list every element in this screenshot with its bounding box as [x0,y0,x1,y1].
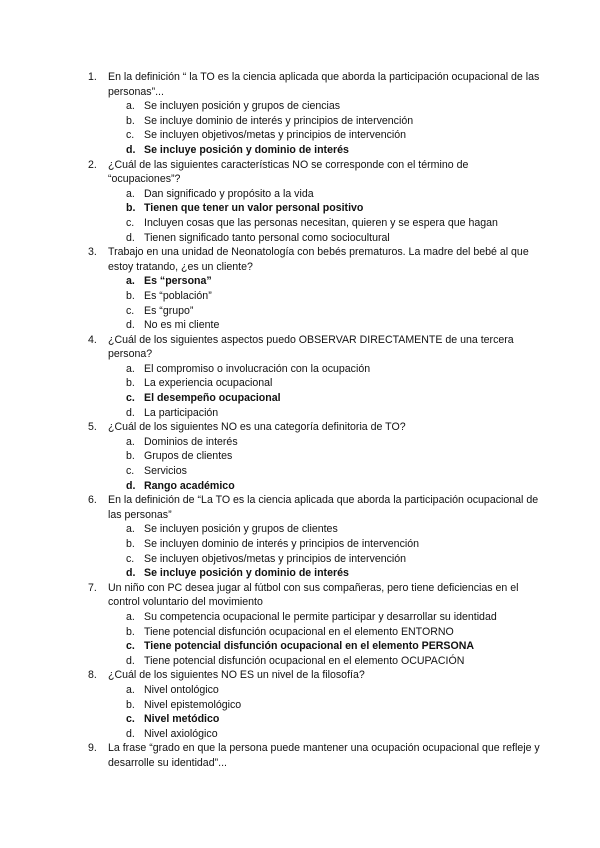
option-text: Es “persona” [144,275,212,288]
option-letter: d. [126,143,136,156]
option-letter: a. [126,523,135,536]
question-text: En la definición “ la TO es la ciencia aplicada que aborda la participación ocupacional de las personas”... [108,71,540,98]
answer-option-incorrect [0,683,600,698]
answer-options [0,362,600,420]
question-9 [0,741,600,770]
option-text: Se incluyen objetivos/metas y principios de intervención [144,552,407,565]
question-5 [0,420,600,435]
option-text: Servicios [144,465,187,478]
answer-option-incorrect [0,128,600,143]
option-text: Tienen significado tanto personal como sociocultural [144,231,390,244]
option-text: Tiene potencial disfunción ocupacional en el elemento OCUPACIÓN [144,654,465,667]
answer-option-incorrect [0,187,600,202]
answer-options [0,274,600,332]
option-text: Tiene potencial disfunción ocupacional en el elemento PERSONA [144,640,475,653]
answer-option-incorrect [0,406,600,421]
question-text: ¿Cuál de los siguientes aspectos puedo OBSERVAR DIRECTAMENTE de una tercera persona? [108,333,514,361]
option-letter: c. [126,640,135,653]
option-letter: c. [126,552,135,565]
question-number: 7. [88,581,97,594]
answer-option-incorrect [0,698,600,713]
option-text: Dan significado y propósito a la vida [144,187,314,200]
option-letter: a. [126,100,135,113]
option-letter: a. [126,610,135,623]
option-text: Grupos de clientes [144,450,233,463]
option-text: Se incluye dominio de interés y principios de intervención [144,114,414,127]
option-letter: b. [126,698,135,711]
option-letter: d. [126,479,136,492]
answer-option-incorrect [0,727,600,742]
option-text: No es mi cliente [144,319,220,332]
answer-option-correct [0,566,600,581]
answer-option-incorrect [0,654,600,669]
option-letter: a. [126,187,135,200]
option-text: La participación [144,406,219,419]
option-text: Tiene potencial disfunción ocupacional en el elemento ENTORNO [144,625,454,638]
question-number: 2. [88,158,97,171]
option-letter: b. [126,625,135,638]
answer-option-correct [0,479,600,494]
answer-option-correct [0,391,600,406]
answer-options [0,435,600,493]
question-1 [0,70,600,99]
option-text: Incluyen cosas que las personas necesitan, quieren y se espera que hagan [144,216,498,229]
question-3 [0,245,600,274]
option-text: Se incluye posición y dominio de interés [144,567,349,580]
answer-option-incorrect [0,99,600,114]
answer-option-incorrect [0,449,600,464]
option-letter: b. [126,538,135,550]
question-number: 5. [88,421,97,434]
question-number: 6. [88,494,97,507]
answer-option-incorrect [0,216,600,231]
option-text: Tienen que tener un valor personal positivo [144,202,364,215]
question-8 [0,668,600,683]
question-number: 9. [88,742,97,755]
question-text: ¿Cuál de los siguientes NO es una categoría definitoria de TO? [108,421,406,434]
question-number: 4. [88,333,97,346]
answer-option-incorrect [0,376,600,391]
answer-option-incorrect [0,362,600,377]
option-text: Se incluyen posición y grupos de ciencias [144,100,341,113]
answer-options [0,187,600,245]
question-text: Trabajo en una unidad de Neonatología con bebés prematuros. La madre del bebé al que estoy tratando, ¿es un cliente? [108,246,529,273]
answer-option-incorrect [0,625,600,640]
option-letter: c. [126,216,135,229]
answer-option-correct [0,143,600,158]
question-7 [0,581,600,610]
question-4 [0,333,600,362]
option-letter: b. [126,289,135,302]
option-letter: d. [126,727,135,740]
answer-option-incorrect [0,304,600,319]
option-text: Se incluyen posición y grupos de clientes [144,523,338,536]
option-letter: a. [126,435,135,448]
option-text: Es “población” [144,289,212,302]
option-text: Se incluyen dominio de interés y principios de intervención [144,538,420,550]
option-letter: b. [126,202,136,215]
option-letter: d. [126,319,135,332]
answer-option-incorrect [0,464,600,479]
option-text: Se incluyen objetivos/metas y principios de intervención [144,129,407,142]
answer-option-incorrect [0,522,600,537]
answer-option-incorrect [0,289,600,304]
option-text: Nivel axiológico [144,727,218,740]
answer-option-incorrect [0,435,600,450]
option-text: Su competencia ocupacional le permite participar y desarrollar su identidad [144,610,497,623]
option-letter: a. [126,683,135,696]
answer-option-incorrect [0,537,600,552]
option-letter: b. [126,114,135,127]
option-letter: c. [126,392,135,405]
question-number: 8. [88,669,97,682]
option-text: Es “grupo” [144,304,194,317]
question-text: ¿Cuál de los siguientes NO ES un nivel de la filosofía? [108,669,365,682]
answer-option-correct [0,201,600,216]
question-text: La frase “grado en que la persona puede mantener una ocupación ocupacional que refleje y desarrolle su identidad”... [108,742,540,769]
option-letter: d. [126,567,136,580]
answer-option-incorrect [0,231,600,246]
answer-option-correct [0,712,600,727]
answer-option-correct [0,639,600,654]
option-letter: c. [126,713,135,726]
option-text: Rango académico [144,479,235,492]
option-text: Se incluye posición y dominio de interés [144,143,349,156]
option-text: El compromiso o involucración con la ocupación [144,362,371,375]
answer-option-incorrect [0,610,600,625]
answer-options [0,683,600,741]
question-text: En la definición de “La TO es la ciencia aplicada que aborda la participación ocupacional de las personas” [108,494,539,521]
option-letter: d. [126,406,135,419]
answer-option-incorrect [0,318,600,333]
option-text: Dominios de interés [144,435,238,448]
answer-options [0,99,600,157]
option-text: El desempeño ocupacional [144,392,281,405]
question-list [0,70,600,771]
option-text: Nivel ontológico [144,683,219,696]
option-letter: a. [126,275,135,288]
option-text: Nivel epistemológico [144,698,242,711]
option-text: La experiencia ocupacional [144,377,273,390]
option-letter: b. [126,450,135,463]
option-letter: c. [126,304,135,317]
question-number: 1. [88,71,97,83]
option-letter: d. [126,654,135,667]
question-number: 3. [88,246,97,259]
question-text: ¿Cuál de las siguientes características NO se corresponde con el término de “ocupaciones”? [108,158,469,186]
answer-option-correct [0,274,600,289]
question-2 [0,158,600,187]
option-letter: c. [126,129,135,142]
option-letter: c. [126,465,135,478]
answer-options [0,610,600,668]
question-6 [0,493,600,522]
question-text: Un niño con PC desea jugar al fútbol con sus compañeras, pero tiene deficiencias en el control voluntario del movimiento [108,581,519,609]
answer-options [0,522,600,580]
option-letter: d. [126,231,135,244]
answer-option-incorrect [0,114,600,129]
answer-option-incorrect [0,552,600,567]
option-letter: a. [126,362,135,375]
option-text: Nivel metódico [144,713,220,726]
option-letter: b. [126,377,135,390]
